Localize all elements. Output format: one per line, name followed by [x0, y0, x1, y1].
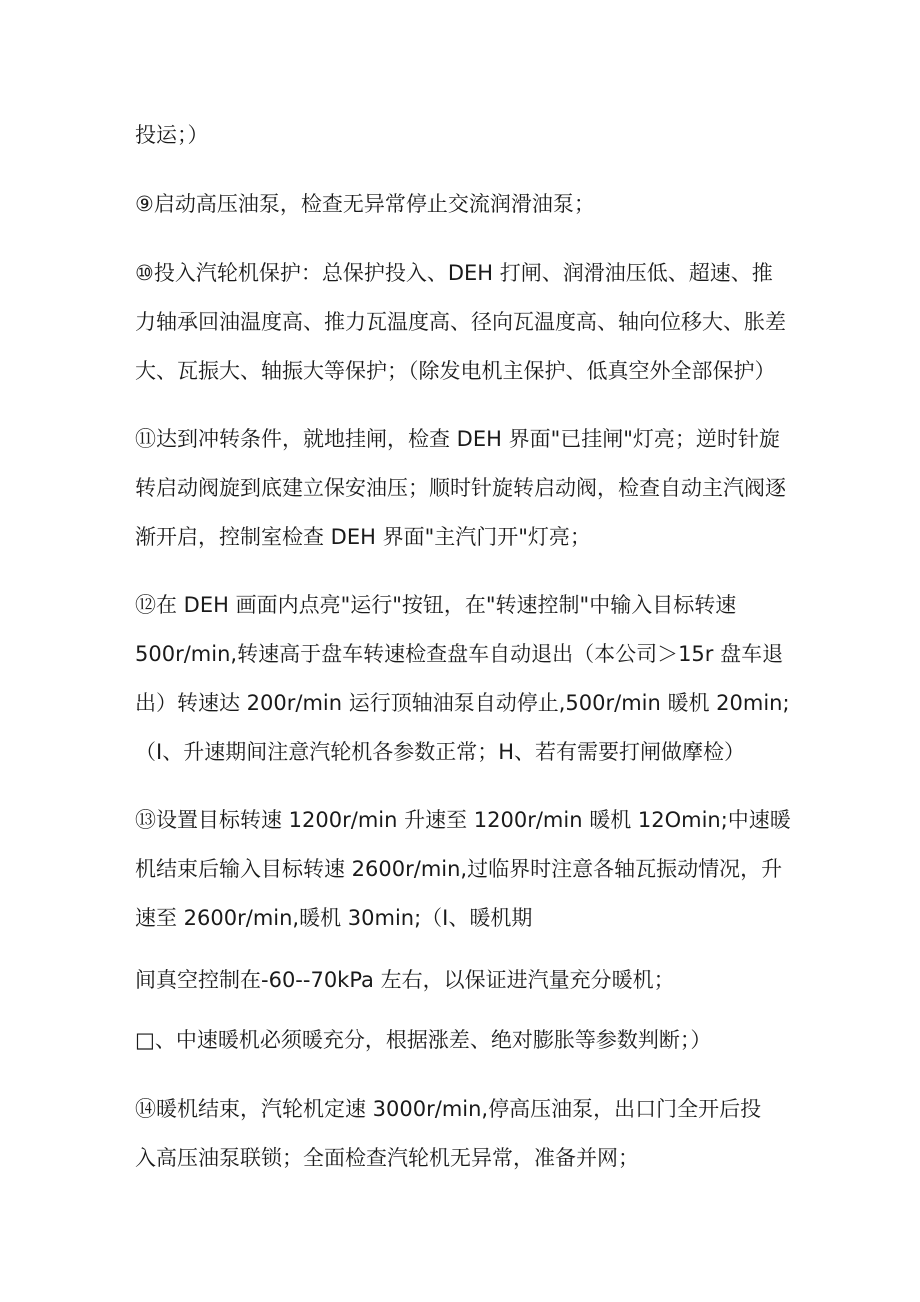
step-12-line: ⑫在 DEH 画面内点亮"运行"按钮，在"转速控制"中输入目标转速 [135, 593, 737, 617]
text-line: 500r/min,转速高于盘车转速检查盘车自动退出（本公司＞15r 盘车退 [135, 642, 784, 666]
text-line: 大、瓦振大、轴振大等保护；（除发电机主保护、低真空外全部保护） [135, 359, 776, 383]
text-line: （I、升速期间注意汽轮机各参数正常；H、若有需要打闸做摩检） [135, 740, 745, 764]
step-13-line: ⑬设置目标转速 1200r/min 升速至 1200r/min 暖机 12Omin;中速暖 [135, 808, 791, 832]
text-line: 投运；） [135, 123, 209, 147]
text-line: □、中速暖机必须暖充分，根据涨差、绝对膨胀等参数判断；） [135, 1028, 712, 1052]
step-14-line: ⑭暖机结束，汽轮机定速 3000r/min,停高压油泵，出口门全开后投 [135, 1097, 762, 1121]
step-9-line: ⑨启动高压油泵，检查无异常停止交流润滑油泵； [135, 192, 595, 216]
text-line: 渐开启，控制室检查 DEH 界面"主汽门开"灯亮； [135, 525, 591, 549]
text-line: 速至 2600r/min,暖机 30min;（I、暖机期 [135, 906, 533, 930]
step-10-line: ⑩投入汽轮机保护：总保护投入、DEH 打闸、润滑油压低、超速、推 [135, 261, 773, 285]
text-line: 力轴承回油温度高、推力瓦温度高、径向瓦温度高、轴向位移大、胀差 [135, 310, 786, 334]
text-line: 入高压油泵联锁；全面检查汽轮机无异常，准备并网； [135, 1146, 639, 1170]
step-11-line: ⑪达到冲转条件，就地挂闸，检查 DEH 界面"已挂闸"灯亮；逆时针旋 [135, 427, 780, 451]
text-line: 间真空控制在-60--70kPa 左右，以保证进汽量充分暖机； [135, 968, 675, 992]
text-line: 出）转速达 200r/min 运行顶轴油泵自动停止,500r/min 暖机 20min; [135, 691, 790, 715]
text-line: 转启动阀旋到底建立保安油压；顺时针旋转启动阀，检查自动主汽阀逐 [135, 476, 786, 500]
text-line: 机结束后输入目标转速 2600r/min,过临界时注意各轴瓦振动情况，升 [135, 857, 783, 881]
